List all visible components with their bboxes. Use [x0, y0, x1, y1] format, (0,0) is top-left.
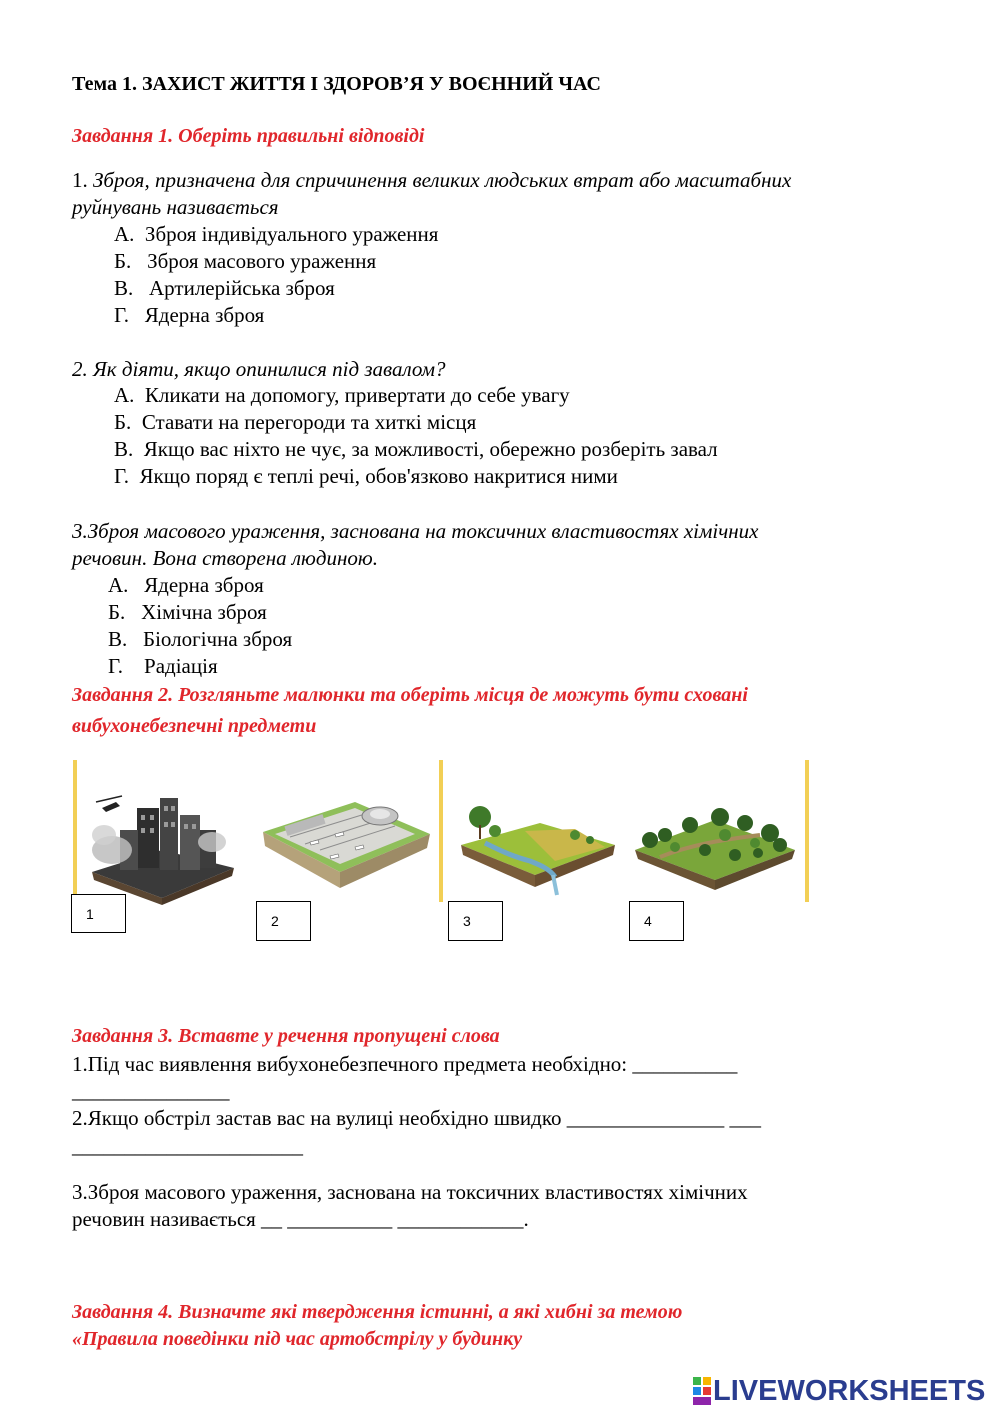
q3-line1: 3.Зброя масового ураження, заснована на токсичних властивостях хімічних [72, 519, 759, 543]
image-frame-bar [439, 760, 443, 902]
q3-line2: речовин. Вона створена людиною. [72, 546, 378, 570]
ruined-city-image [82, 780, 242, 905]
task3-sentence1-line1: 1.Під час виявлення вибухонебезпечного предмета необхідно: __________ [72, 1052, 738, 1076]
page-title: Тема 1. ЗАХИСТ ЖИТТЯ І ЗДОРОВ’Я У ВОЄННИЙ ЧАС [72, 73, 601, 95]
q2-option-a[interactable]: А. Кликати на допомогу, привертати до себе увагу [114, 383, 570, 407]
q3-option-d[interactable]: Г. Радіація [108, 654, 218, 678]
task3-heading: Завдання 3. Вставте у речення пропущені слова [72, 1025, 500, 1047]
q3-option-b[interactable]: Б. Хімічна зброя [108, 600, 267, 624]
liveworksheets-logo[interactable] [693, 1374, 985, 1408]
task2-heading-line2: вибухонебезпечні предмети [72, 715, 317, 737]
task3-sentence2-blank[interactable]: ______________________ [72, 1134, 303, 1158]
task4-heading-line1: Завдання 4. Визначте які твердження істинні, а які хибні за темою [72, 1301, 683, 1323]
q3-option-c[interactable]: В. Біологічна зброя [108, 627, 293, 651]
liveworksheets-logo-icon [693, 1377, 711, 1405]
task2-heading-line1: Завдання 2. Розгляньте малюнки та оберіть місця де можуть бути сховані [72, 684, 748, 706]
river-landscape-image [455, 795, 620, 905]
q2-option-c[interactable]: В. Якщо вас ніхто не чує, за можливості, обережно розберіть завал [114, 437, 718, 461]
q1-text: Зброя, призначена для спричинення великих людських втрат або масштабних [93, 168, 792, 192]
q1-option-b[interactable]: Б. Зброя масового ураження [114, 249, 377, 273]
task1-heading: Завдання 1. Оберіть правильні відповіді [72, 125, 425, 147]
q3-option-a[interactable]: А. Ядерна зброя [108, 573, 264, 597]
task3-sentence3-line1: 3.Зброя масового ураження, заснована на токсичних властивостях хімічних [72, 1180, 748, 1204]
forest-landscape-image [630, 795, 800, 900]
q2-option-b[interactable]: Б. Ставати на перегороди та хиткі місця [114, 410, 477, 434]
q1-number: 1. [72, 168, 88, 192]
task4-heading-line2: «Правила поведінки під час артобстрілу у будинку [72, 1328, 523, 1350]
task3-sentence2-line1: 2.Якщо обстріл застав вас на вулиці необхідно швидко _______________ ___ [72, 1106, 761, 1130]
q1-line2: руйнувань називається [72, 195, 279, 219]
q2-text: 2. Як діяти, якщо опинилися під завалом? [72, 357, 446, 381]
image-number-box-4[interactable]: 4 [629, 901, 684, 941]
image-number-box-3[interactable]: 3 [448, 901, 503, 941]
q1-option-c[interactable]: В. Артилерійська зброя [114, 276, 335, 300]
image-frame-bar [805, 760, 809, 902]
q1-option-d[interactable]: Г. Ядерна зброя [114, 303, 265, 327]
q1-line1 [72, 167, 791, 194]
image-frame-bar [73, 760, 77, 902]
liveworksheets-logo-text: LIVEWORKSHEETS [713, 1374, 986, 1407]
q1-option-a[interactable]: А. Зброя індивідуального ураження [114, 222, 439, 246]
airport-image [255, 792, 435, 902]
task3-sentence3-line2[interactable]: речовин називається __ __________ ____________. [72, 1207, 529, 1231]
image-number-box-1[interactable]: 1 [71, 894, 126, 933]
q2-option-d[interactable]: Г. Якщо поряд є теплі речі, обов'язково накритися ними [114, 464, 618, 488]
task3-sentence1-blank[interactable]: _______________ [72, 1079, 230, 1103]
image-number-box-2[interactable]: 2 [256, 901, 311, 941]
